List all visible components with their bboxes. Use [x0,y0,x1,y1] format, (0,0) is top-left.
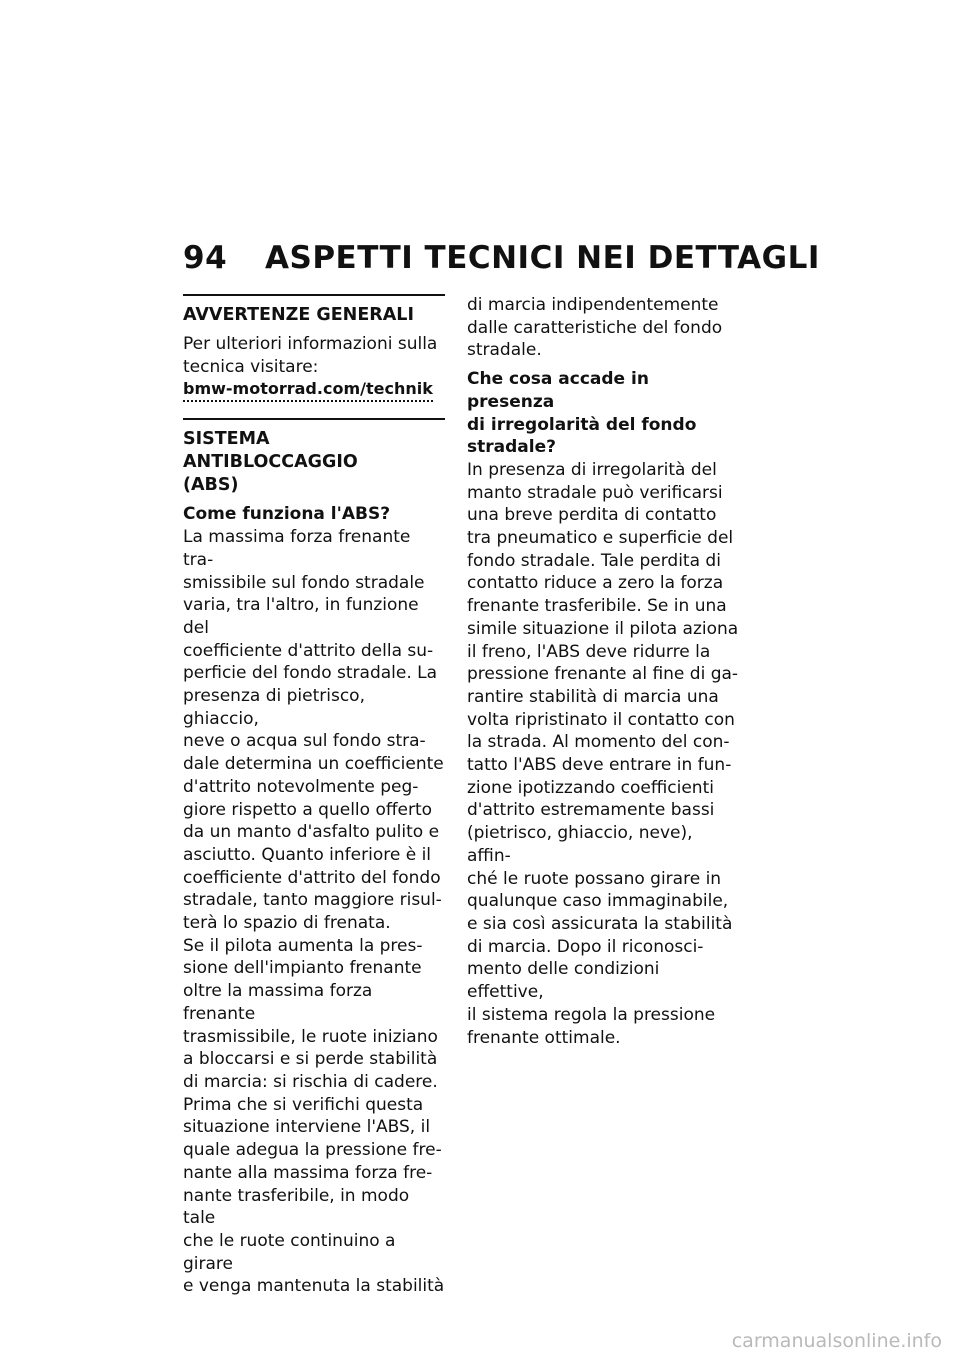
heading-line: di irregolarità del fondo [467,414,697,435]
text-line: dalle caratteristiche del fondo [467,317,723,338]
text-line: oltre la massima forza frenante [183,981,373,1024]
text-line: stradale. [467,340,542,361]
text-line: rantire stabilità di marcia una [467,686,719,707]
irregularities-paragraph [467,459,739,1049]
text-line: ché le ruote possano girare in [467,868,722,889]
text-line: In presenza di irregolarità del [467,459,717,480]
heading-line: SISTEMA ANTIBLOCCAGGIO [183,429,358,473]
text-line: dale determina un coefficiente [183,754,444,775]
text-line: pressione frenante al fine di ga- [467,664,739,685]
text-line: quale adegua la pressione fre- [183,1140,442,1161]
text-line: da un manto d'asfalto pulito e [183,822,440,843]
text-line: neve o acqua sul fondo stra- [183,731,426,752]
text-line: tatto l'ABS deve entrare in fun- [467,755,732,776]
text-line: mento delle condizioni effettive, [467,959,660,1003]
text-line: situazione interviene l'ABS, il [183,1117,431,1138]
text-line: coefficiente d'attrito del fondo [183,867,441,888]
text-line: d'attrito notevolmente peg- [183,776,419,797]
text-line: una breve perdita di contatto [467,505,717,526]
abs-paragraph-2 [183,935,445,1298]
text-line: tra pneumatico e superficie del [467,528,734,549]
text-line: Prima che si verifichi questa [183,1094,424,1115]
text-line: presenza di pietrisco, ghiaccio, [183,686,365,729]
text-line: smissibile sul fondo stradale [183,572,425,593]
abs-paragraph-1 [183,526,445,935]
text-line: La massima forza frenante tra- [183,527,411,570]
text-line: varia, tra l'altro, in funzione del [183,595,419,638]
abs-paragraph-continuation [467,294,739,362]
text-line: frenante ottimale. [467,1027,621,1048]
text-line: che le ruote continuino a girare [183,1230,396,1274]
text-line: simile situazione il pilota aziona [467,618,739,639]
text-line: perficie del fondo stradale. La [183,663,438,684]
text-line: e sia così assicurata la stabilità [467,913,733,934]
text-line: la strada. Al momento del con- [467,732,730,753]
technik-link[interactable]: bmw-motorrad.com/technik [183,378,433,402]
left-column [183,294,445,1298]
section-heading-general: AVVERTENZE GENERALI [183,305,414,325]
text-line: fondo stradale. Tale perdita di [467,550,721,571]
text-line: asciutto. Quanto inferiore è il [183,844,432,865]
text-line: manto stradale può verificarsi [467,482,723,503]
text-line: coefficiente d'attrito della su- [183,640,434,661]
text-line: tecnica visitare: [183,356,319,377]
section-heading-abs [183,428,445,497]
page-number: 94 [183,240,228,276]
page-header [183,240,820,276]
subheading-road-irregularities [467,368,739,459]
text-line: di marcia. Dopo il riconosci- [467,936,704,957]
text-line: trasmissibile, le ruote iniziano [183,1026,438,1047]
text-line: e venga mantenuta la stabilità [183,1276,445,1297]
subheading-how-abs-works: Come funziona l'ABS? [183,504,391,525]
text-line: nante alla massima forza fre- [183,1162,433,1183]
text-line: d'attrito estremamente bassi [467,800,715,821]
text-line: contatto riduce a zero la forza [467,573,724,594]
text-line: nante trasferibile, in modo tale [183,1185,410,1229]
text-line: qualunque caso immaginabile, [467,891,729,912]
text-line: Per ulteriori informazioni sulla [183,334,438,354]
page-title: ASPETTI TECNICI NEI DETTAGLI [265,240,820,276]
heading-line: (ABS) [183,475,239,496]
text-line: sione dell'impianto frenante [183,958,422,979]
text-line: di marcia indipendentemente [467,295,719,315]
text-line: a bloccarsi e si perde stabilità [183,1049,438,1070]
text-line: di marcia: si rischia di cadere. [183,1071,438,1092]
section-divider [183,418,445,420]
text-line: il sistema regola la pressione [467,1004,716,1025]
text-line: zione ipotizzando coefficienti [467,777,714,798]
text-line: frenante trasferibile. Se in una [467,596,727,617]
text-line: giore rispetto a quello offerto [183,799,433,820]
right-column [467,294,739,1049]
heading-line: stradale? [467,437,556,458]
heading-line: Che cosa accade in presenza [467,369,649,412]
text-line: il freno, l'ABS deve ridurre la [467,641,711,662]
text-line: terà lo spazio di frenata. [183,913,391,934]
text-line: Se il pilota aumenta la pres- [183,935,423,956]
text-line: volta ripristinato il contatto con [467,709,735,730]
text-line: (pietrisco, ghiaccio, neve), affin- [467,823,693,866]
section-divider [183,294,445,296]
text-line: stradale, tanto maggiore risul- [183,890,442,911]
general-notes-text [183,333,445,378]
watermark: carmanualsonline.info [731,1330,942,1352]
